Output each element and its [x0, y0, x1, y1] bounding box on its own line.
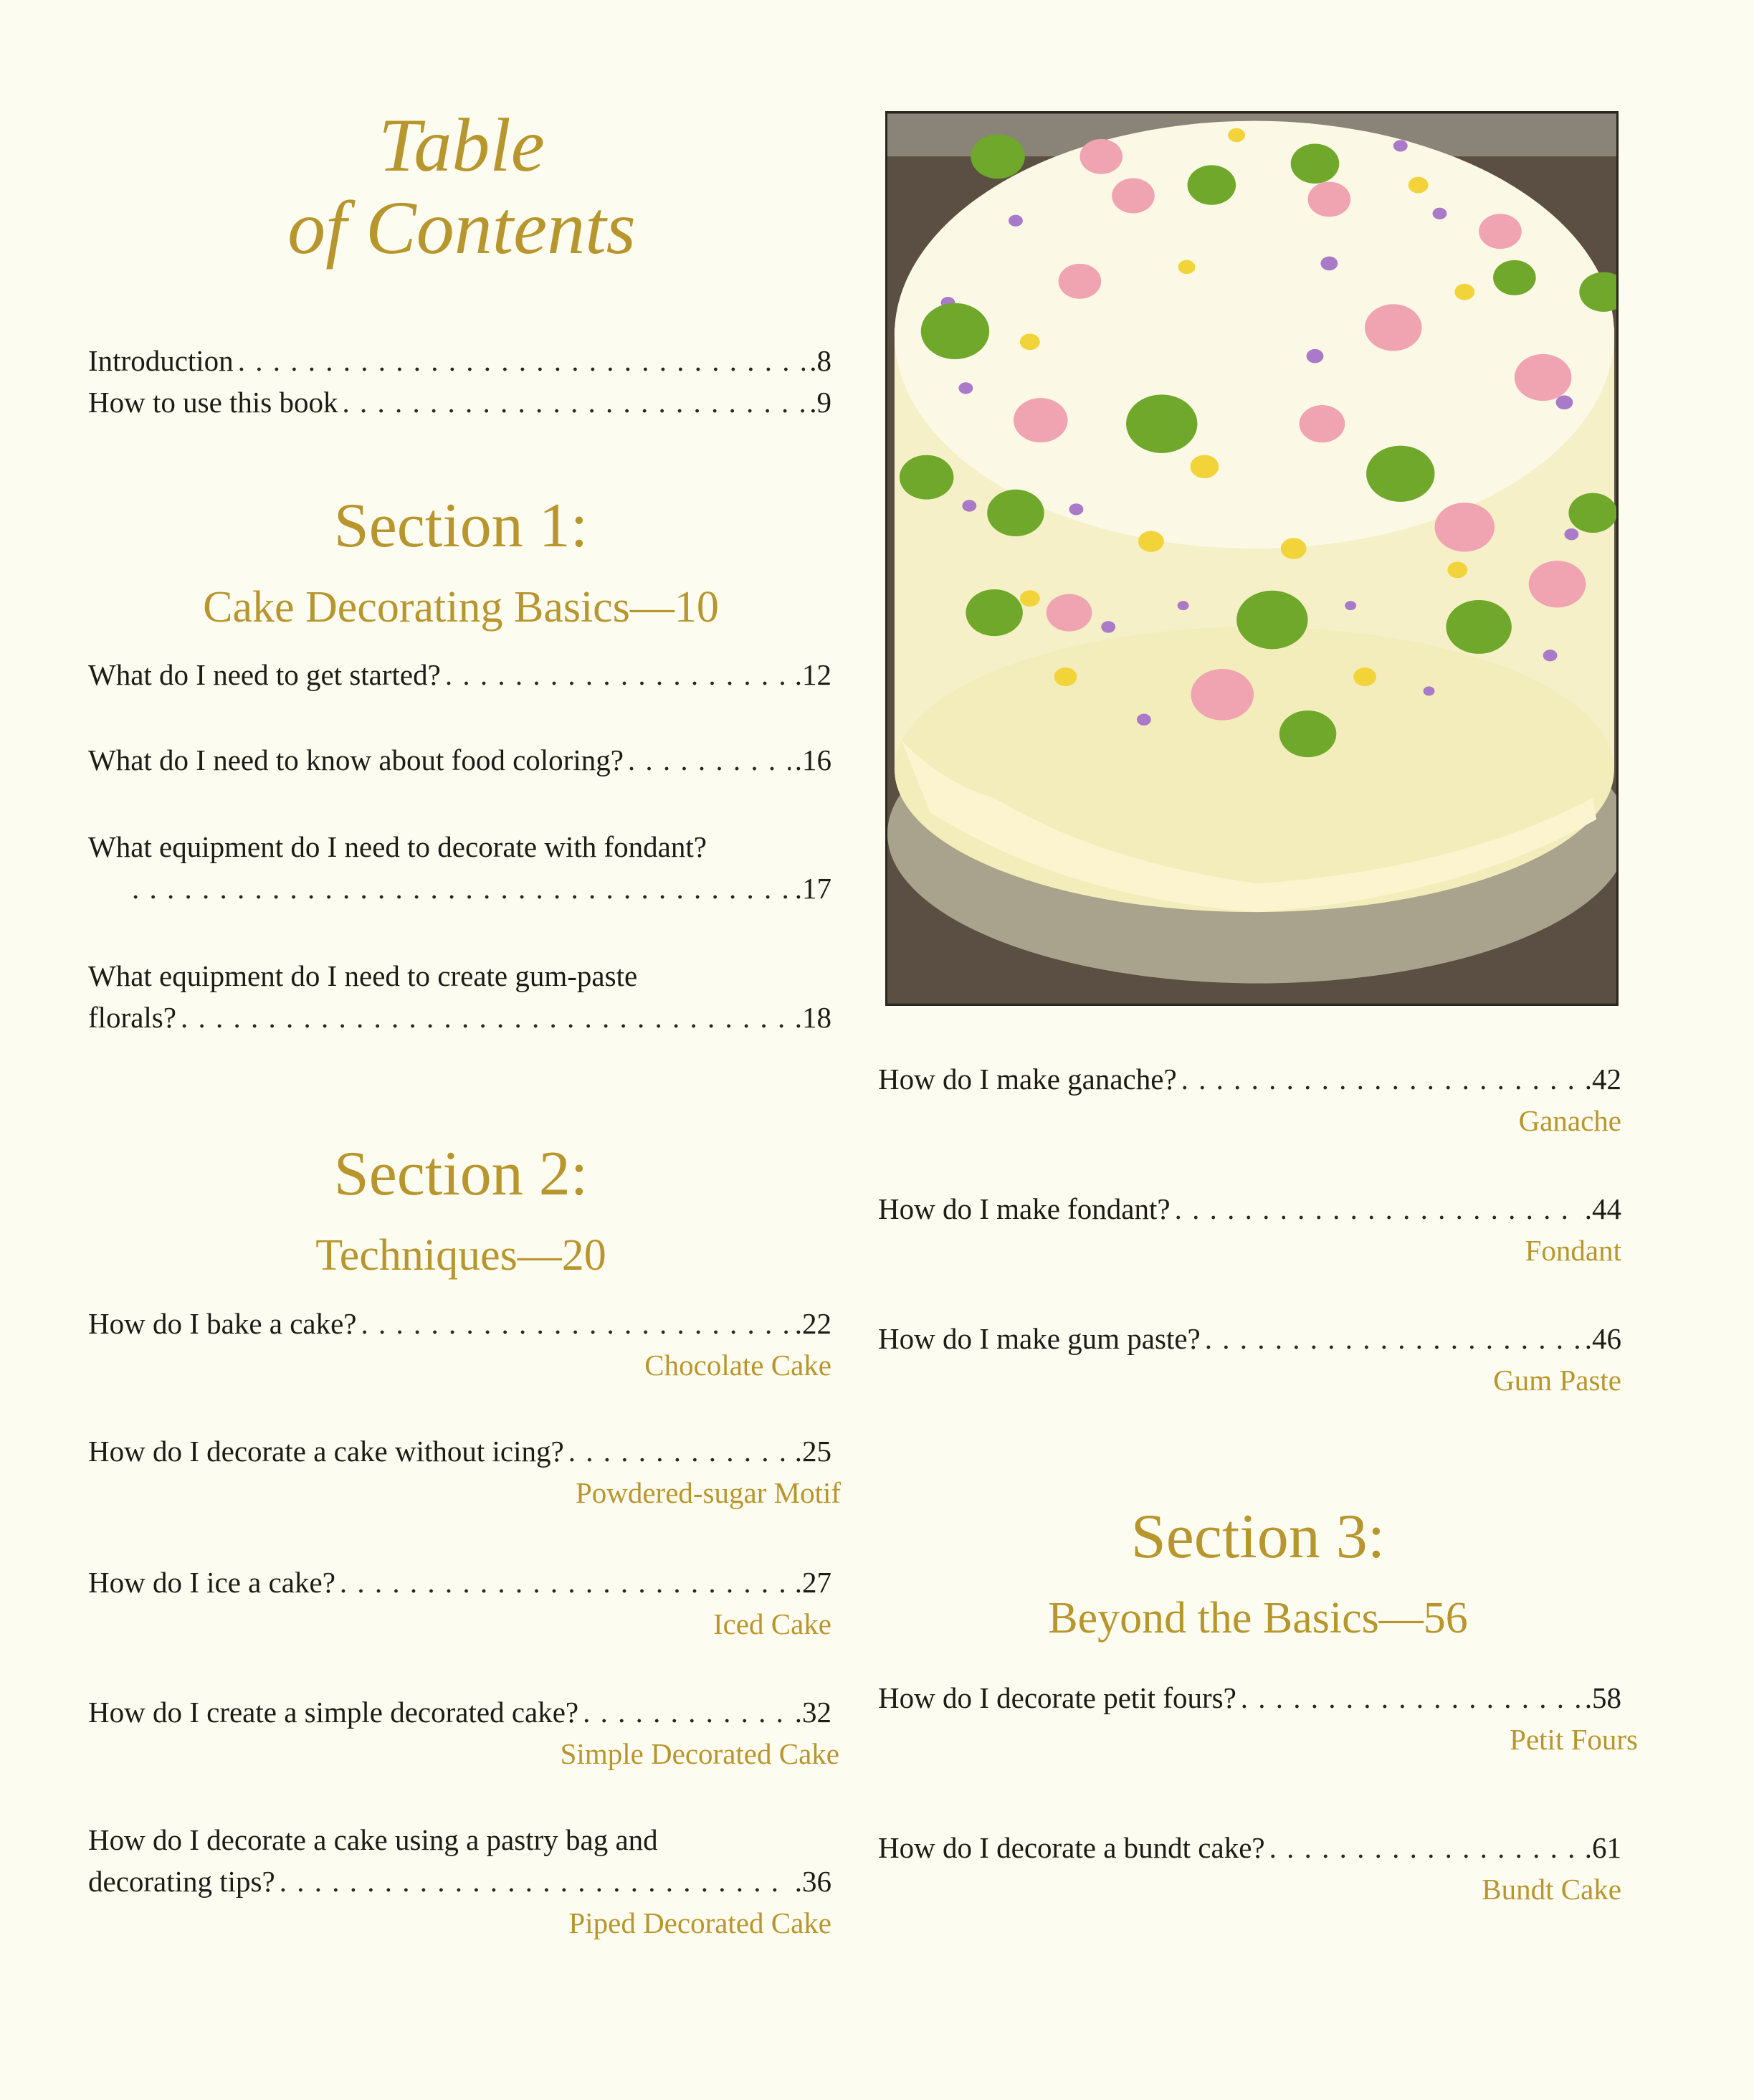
entry-line	[878, 1318, 1621, 1359]
entry-page: .44	[1584, 1192, 1621, 1225]
entry-label: What equipment do I need to create gum-paste	[88, 959, 638, 992]
leader-dots	[628, 739, 791, 781]
entry-line	[88, 997, 831, 1038]
leader-dots	[340, 1562, 791, 1603]
entry-label: How do I decorate a cake using a pastry bag and	[88, 1823, 658, 1856]
entry-recipe: Fondant	[1525, 1234, 1621, 1267]
icing-dot	[1188, 165, 1236, 204]
leader-dots	[583, 1691, 791, 1733]
entry-line	[88, 868, 831, 909]
icing-dot	[1126, 394, 1197, 453]
entry-label-cont: florals?	[88, 1001, 176, 1034]
icing-dot	[1054, 667, 1077, 686]
entry-line	[88, 1562, 831, 1603]
entry-line	[878, 1827, 1621, 1868]
icing-dot	[1479, 214, 1522, 249]
entry-recipe: Chocolate Cake	[644, 1349, 831, 1382]
entry-recipe: Ganache	[1518, 1104, 1621, 1137]
icing-dot	[1307, 349, 1324, 364]
section-3-heading: Section 3:	[1130, 1502, 1386, 1572]
icing-dot	[1446, 600, 1511, 654]
cake-photo	[885, 111, 1619, 1006]
leader-dots	[280, 1861, 791, 1902]
entry-page: .36	[794, 1865, 831, 1898]
section-1-heading: Section 1:	[333, 491, 588, 561]
entry-page: .46	[1584, 1322, 1621, 1355]
entry-label: How do I make ganache?	[878, 1063, 1177, 1096]
entry-recipe: Powdered-sugar Motif	[575, 1476, 841, 1509]
entry-page: .58	[1584, 1681, 1621, 1714]
icing-dot	[1137, 714, 1151, 726]
icing-dot	[1529, 561, 1586, 607]
icing-dot	[1101, 621, 1115, 632]
icing-dot	[1228, 128, 1245, 143]
icing-dot	[1020, 333, 1040, 350]
toc-entry[interactable]	[88, 1303, 831, 1386]
icing-dot	[1493, 260, 1536, 295]
entry-label: What equipment do I need to decorate with fondant?	[88, 830, 707, 863]
icing-dot	[1424, 686, 1435, 695]
leader-dots	[361, 1303, 791, 1344]
leader-dots	[568, 1430, 791, 1472]
toc-entry[interactable]	[88, 1430, 841, 1514]
entry-label-cont: decorating tips?	[88, 1865, 275, 1898]
entry-line	[88, 654, 831, 695]
section-2-heading: Section 2:	[333, 1139, 588, 1209]
icing-dot	[921, 303, 989, 359]
icing-dot	[987, 490, 1044, 536]
entry-line	[88, 1691, 831, 1733]
entry-recipe: Iced Cake	[712, 1607, 831, 1640]
entry-line	[878, 1058, 1621, 1100]
section-1-subtitle: Cake Decorating Basics—10	[203, 583, 719, 632]
toc-entry[interactable]	[88, 1562, 831, 1645]
leader-dots	[1241, 1677, 1581, 1719]
leader-dots	[1269, 1827, 1581, 1868]
entry-page: .16	[794, 743, 831, 776]
entry-label: How to use this book	[88, 386, 338, 419]
icing-dot	[1178, 601, 1189, 610]
entry-line	[88, 739, 831, 781]
entry-label: How do I ice a cake?	[88, 1566, 335, 1599]
icing-dot	[1308, 182, 1351, 217]
toc-entry[interactable]	[88, 955, 831, 1038]
toc-title-line1: Table	[378, 103, 545, 187]
icing-dot	[1433, 208, 1447, 219]
icing-dot	[1291, 144, 1340, 184]
icing-dot	[1191, 455, 1219, 478]
icing-dot	[1178, 260, 1196, 275]
entry-label: Introduction	[88, 344, 234, 377]
leader-dots	[1181, 1058, 1581, 1100]
entry-page: .9	[809, 386, 831, 419]
leader-dots	[1205, 1318, 1581, 1359]
entry-label: What do I need to get started?	[88, 658, 441, 691]
entry-line	[88, 1861, 831, 1902]
icing-dot	[1069, 503, 1084, 515]
icing-dot	[1555, 396, 1573, 410]
entry-recipe: Piped Decorated Cake	[568, 1906, 831, 1939]
icing-dot	[1454, 284, 1474, 300]
icing-dot	[1112, 179, 1155, 214]
icing-dot	[962, 500, 976, 511]
icing-dot	[1564, 528, 1578, 540]
icing-dot	[1236, 591, 1307, 650]
leader-dots	[445, 654, 791, 695]
icing-dot	[1009, 215, 1023, 227]
icing-dot	[1059, 264, 1102, 299]
toc-title-line2: of Contents	[287, 186, 636, 270]
icing-dot	[1014, 398, 1068, 442]
leader-dots	[343, 381, 806, 423]
toc-entry[interactable]	[88, 1819, 831, 1944]
entry-recipe: Bundt Cake	[1482, 1873, 1621, 1906]
entry-page: .32	[794, 1696, 831, 1729]
entry-recipe: Simple Decorated Cake	[560, 1737, 839, 1770]
leader-dots	[181, 997, 791, 1038]
icing-dot	[1020, 590, 1040, 607]
toc-entry[interactable]	[88, 654, 831, 695]
section-3-subtitle: Beyond the Basics—56	[1048, 1594, 1468, 1643]
entry-page: .22	[794, 1307, 831, 1340]
icing-dot	[1345, 601, 1356, 610]
entry-line	[88, 381, 831, 423]
entry-line	[878, 1188, 1621, 1230]
entry-label: How do I decorate petit fours?	[878, 1681, 1236, 1714]
leader-dots	[1175, 1188, 1581, 1230]
icing-dot	[1079, 139, 1123, 174]
entry-page: .25	[794, 1435, 831, 1468]
toc-entry[interactable]	[878, 1827, 1621, 1910]
entry-page: .61	[1584, 1831, 1621, 1864]
entry-label: How do I decorate a cake without icing?	[88, 1435, 564, 1468]
icing-dot	[1191, 669, 1254, 721]
entry-recipe: Gum Paste	[1493, 1364, 1621, 1397]
toc-entry[interactable]	[88, 340, 831, 381]
icing-dot	[1366, 446, 1434, 502]
entry-label: What do I need to know about food coloring?	[88, 743, 624, 776]
icing-dot	[1300, 405, 1345, 442]
toc-entry[interactable]	[878, 1677, 1638, 1760]
toc-entry[interactable]	[878, 1188, 1621, 1271]
entry-page: .17	[794, 872, 831, 905]
icing-dot	[1515, 354, 1572, 401]
entry-page: .27	[794, 1566, 831, 1599]
icing-dot	[1393, 140, 1408, 151]
entry-line	[88, 340, 831, 381]
toc-entry[interactable]	[878, 1318, 1621, 1401]
entry-page: .42	[1584, 1063, 1621, 1096]
icing-dot	[1047, 594, 1092, 631]
toc-entry[interactable]	[88, 381, 831, 423]
entry-recipe: Petit Fours	[1510, 1723, 1638, 1756]
polka-dot-cake-image	[887, 113, 1616, 1004]
icing-dot	[1447, 561, 1467, 578]
section-2-subtitle: Techniques—20	[315, 1231, 606, 1280]
icing-dot	[1281, 538, 1307, 559]
entry-line	[88, 1430, 831, 1472]
toc-entry[interactable]	[88, 1691, 839, 1774]
icing-dot	[958, 382, 973, 394]
leader-dots	[132, 868, 791, 909]
entry-line	[878, 1677, 1621, 1719]
icing-dot	[1365, 304, 1422, 351]
toc-entry[interactable]	[88, 739, 831, 781]
icing-dot	[1568, 493, 1616, 533]
icing-dot	[1353, 667, 1376, 686]
entry-page: .12	[794, 658, 831, 691]
entry-page: .18	[794, 1001, 831, 1034]
entry-label: How do I bake a cake?	[88, 1307, 357, 1340]
entry-label: How do I decorate a bundt cake?	[878, 1831, 1265, 1864]
icing-dot	[1279, 711, 1337, 757]
toc-entry[interactable]	[88, 826, 831, 909]
icing-dot	[966, 589, 1023, 636]
entry-page: .8	[809, 344, 831, 377]
icing-dot	[971, 134, 1025, 179]
entry-line	[88, 1303, 831, 1344]
leader-dots	[238, 340, 806, 381]
entry-label: How do I create a simple decorated cake?	[88, 1696, 579, 1729]
icing-dot	[1409, 177, 1429, 194]
icing-dot	[900, 455, 954, 500]
icing-dot	[1320, 257, 1338, 271]
icing-dot	[1543, 650, 1558, 661]
entry-label: How do I make gum paste?	[878, 1322, 1201, 1355]
icing-dot	[1434, 503, 1495, 551]
entry-label: How do I make fondant?	[878, 1192, 1171, 1225]
icing-dot	[1138, 531, 1164, 551]
toc-entry[interactable]	[878, 1058, 1621, 1141]
